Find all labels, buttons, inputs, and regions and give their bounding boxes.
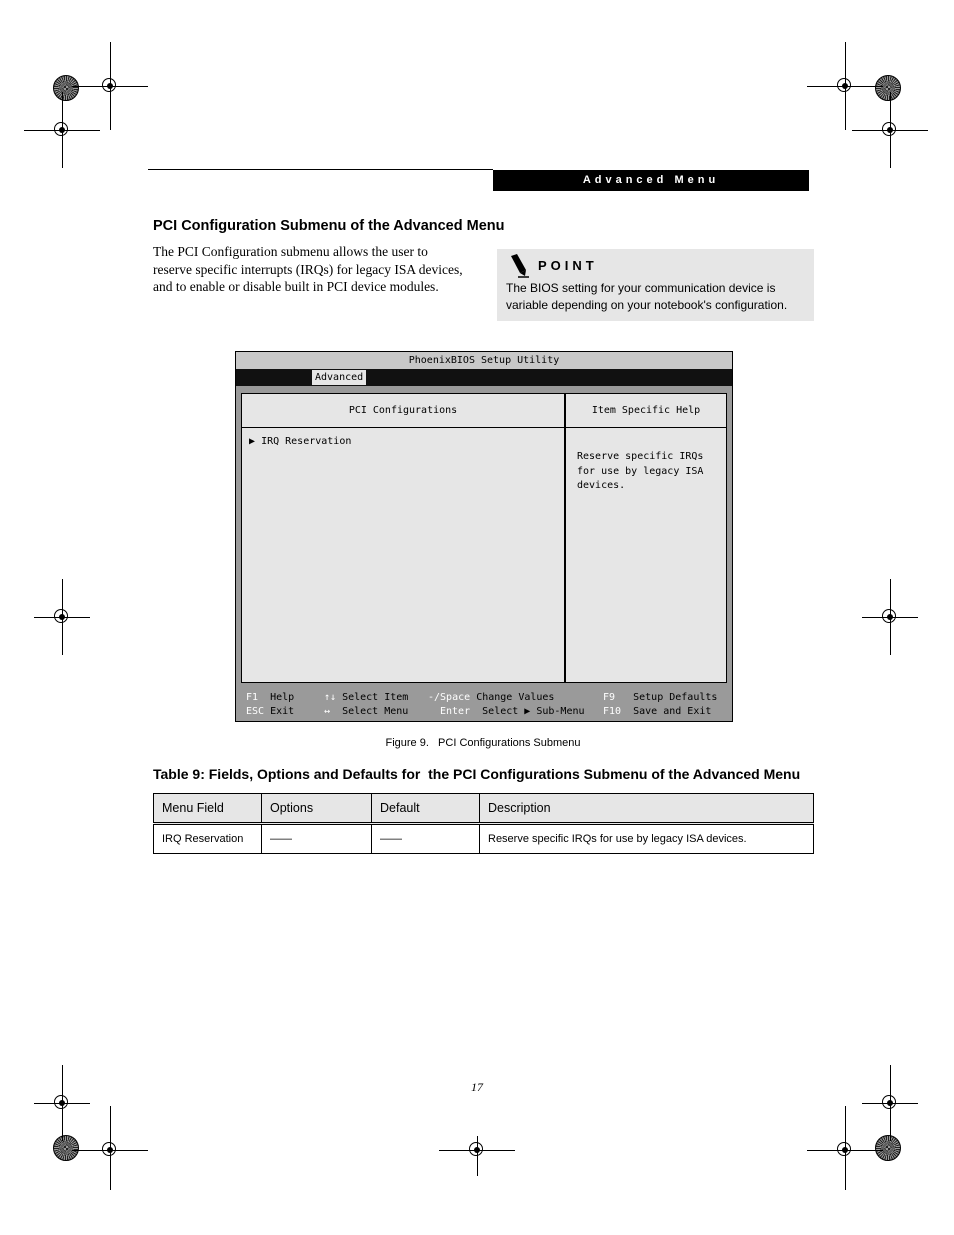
registration-starburst-icon [53, 1135, 79, 1161]
table-title: Table 9: Fields, Options and Defaults for the PCI Configurations Submenu of the Advanced Menu [153, 766, 801, 782]
key-label: ESC [246, 706, 265, 717]
point-label: POINT [538, 258, 598, 273]
key-label: ↑↓ [324, 692, 337, 703]
footer-key-f10 [603, 705, 711, 719]
footer-key-f9 [603, 691, 717, 705]
bios-help-header: Item Specific Help [566, 394, 726, 428]
bios-footer [246, 691, 726, 721]
key-action: Setup Defaults [633, 692, 718, 703]
bios-screen [235, 351, 733, 722]
bios-help-text: Reserve specific IRQs for use by legacy ISA devices. [577, 451, 704, 491]
intro-paragraph [153, 243, 473, 296]
header-rule [148, 169, 493, 170]
key-action: Select ▶ Sub-Menu [482, 706, 585, 717]
registration-starburst-icon [53, 75, 79, 101]
table-cell: —— [372, 824, 480, 854]
column-header: Options [262, 794, 372, 824]
table-header-row [154, 794, 814, 824]
key-label: F9 [603, 692, 616, 703]
table-row [154, 824, 814, 854]
footer-key-enter [440, 705, 585, 719]
key-action: Change Values [476, 692, 555, 703]
key-label: ↔ [324, 706, 331, 717]
key-action: Select Item [342, 692, 409, 703]
figure-caption: Figure 9. PCI Configurations Submenu [385, 737, 581, 749]
pencil-icon [508, 254, 530, 278]
footer-key-leftright [324, 705, 408, 719]
table-cell: IRQ Reservation [154, 824, 262, 854]
intro-line: reserve specific interrupts (IRQs) for legacy ISA devices, [153, 261, 463, 277]
menu-item-irq-reservation[interactable] [249, 436, 351, 447]
bios-menu-bar [236, 369, 732, 386]
table-cell: —— [262, 824, 372, 854]
footer-key-space [428, 691, 554, 705]
bios-divider [564, 394, 566, 682]
fields-table [153, 793, 814, 854]
key-label: -/Space [428, 692, 471, 703]
section-title: PCI Configuration Submenu of the Advanced Menu [153, 218, 505, 234]
intro-line: and to enable or disable built in PCI device modules. [153, 279, 439, 294]
point-text-line: The BIOS setting for your communication device is [506, 281, 776, 295]
key-action: Select Menu [342, 706, 409, 717]
bios-main-panel [241, 393, 727, 683]
tab-advanced[interactable]: Advanced [312, 370, 366, 385]
key-action: Save and Exit [633, 706, 712, 717]
point-text [506, 280, 806, 314]
point-text-line: variable depending on your notebook's configuration. [506, 298, 788, 312]
bios-left-header: PCI Configurations [242, 394, 564, 428]
column-header: Default [372, 794, 480, 824]
key-label: F1 [246, 692, 259, 703]
menu-item-label: IRQ Reservation [261, 436, 352, 447]
footer-key-esc [246, 705, 294, 719]
key-action: Help [270, 692, 295, 703]
footer-key-updown [324, 691, 408, 705]
page-number: 17 [471, 1080, 483, 1094]
footer-key-f1 [246, 691, 294, 705]
column-header: Description [480, 794, 814, 824]
running-header: Advanced Menu [493, 170, 809, 191]
triangle-right-icon: ▶ [249, 436, 256, 447]
key-label: Enter [440, 706, 471, 717]
bios-title: PhoenixBIOS Setup Utility [236, 352, 732, 369]
key-action: Exit [270, 706, 295, 717]
column-header: Menu Field [154, 794, 262, 824]
table-cell: Reserve specific IRQs for use by legacy ISA devices. [480, 824, 814, 854]
intro-line: The PCI Configuration submenu allows the user to [153, 244, 428, 259]
registration-starburst-icon [875, 1135, 901, 1161]
registration-starburst-icon [875, 75, 901, 101]
key-label: F10 [603, 706, 622, 717]
